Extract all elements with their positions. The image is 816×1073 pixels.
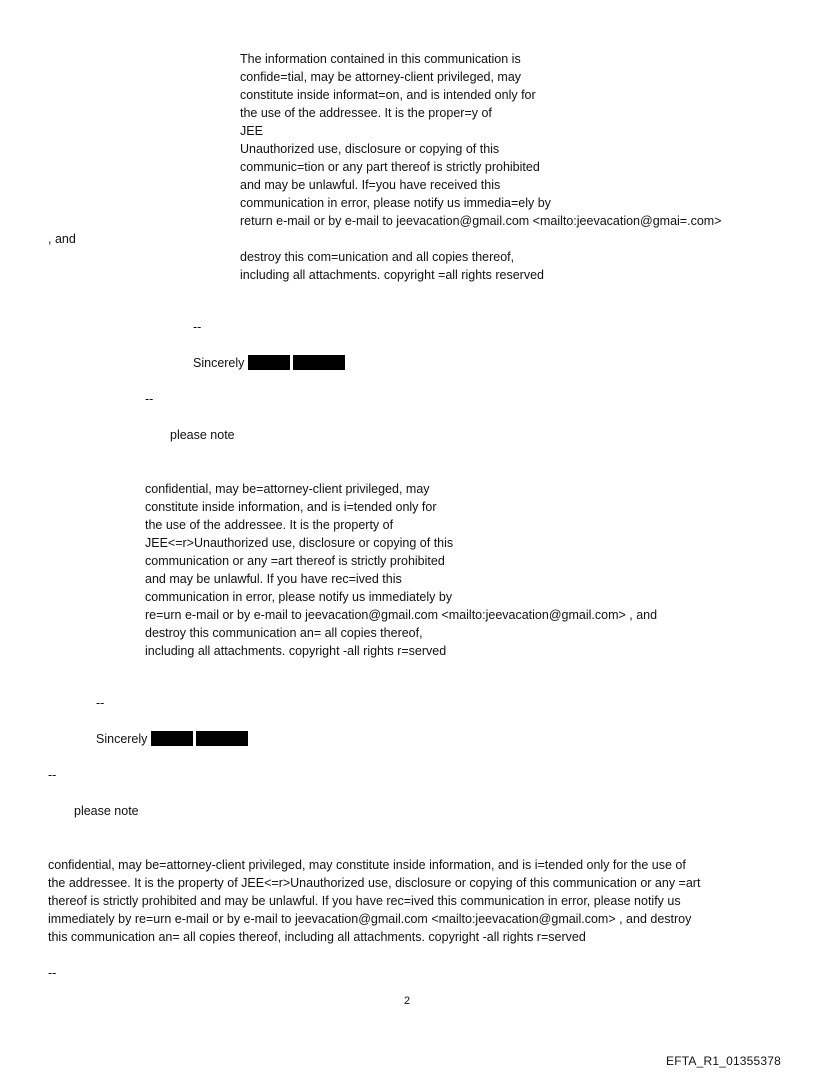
sincerely-label: Sincerely [193, 356, 245, 370]
notice-line: confidential, may be=attorney-client privileged, may [145, 482, 430, 496]
notice-line: this communication an= all copies thereof, including all attachments. copyright -all rights r=served [48, 930, 586, 944]
notice-line: confidential, may be=attorney-client privileged, may constitute inside information, and is i=tended only for the use of [48, 858, 686, 872]
notice-line: the use of the addressee. It is the property of [145, 518, 394, 532]
notice-line: return e-mail or by e-mail to jeevacation@gmail.com <mailto:jeevacation@gmai=.com> [240, 214, 722, 228]
notice-line: thereof is strictly prohibited and may be unlawful. If you have rec=ived this communication in error, please notify us [48, 894, 681, 908]
notice-line: the use of the addressee. It is the proper=y of [240, 106, 492, 120]
notice-line: JEE [240, 124, 263, 138]
notice-line: communic=tion or any part thereof is strictly prohibited [240, 160, 540, 174]
document-id: EFTA_R1_01355378 [666, 1054, 782, 1068]
notice-line: The information contained in this communication is [240, 52, 521, 66]
notice-line: constitute inside informat=on, and is intended only for [240, 88, 536, 102]
notice-line: and may be unlawful. If you have rec=ived this [145, 572, 402, 586]
notice-line: the addressee. It is the property of JEE<=r>Unauthorized use, disclosure or copying of this communication or any =art [48, 876, 701, 890]
redaction-bar [151, 731, 193, 746]
section-separator: -- [145, 392, 154, 406]
sincerely-label: Sincerely [96, 732, 148, 746]
signature-separator: -- [193, 320, 202, 334]
notice-line: immediately by re=urn e-mail or by e-mail to jeevacation@gmail.com <mailto:jeevacation@gmail.com> , and destroy [48, 912, 692, 926]
notice-line: including all attachments. copyright =all rights reserved [240, 268, 544, 282]
please-note-label: please note [170, 428, 235, 442]
notice-line: re=urn e-mail or by e-mail to jeevacation@gmail.com <mailto:jeevacation@gmail.com> , and [145, 608, 658, 622]
signature-separator: -- [96, 696, 105, 710]
notice-line: JEE<=r>Unauthorized use, disclosure or copying of this [145, 536, 454, 550]
redaction-bar [248, 355, 290, 370]
notice-line-and: , and [48, 232, 76, 246]
redaction-bar [293, 355, 345, 370]
please-note-label: please note [74, 804, 139, 818]
notice-line: communication in error, please notify us immedia=ely by [240, 196, 551, 210]
section-separator: -- [48, 966, 57, 980]
section-separator: -- [48, 768, 57, 782]
notice-line: communication in error, please notify us immediately by [145, 590, 453, 604]
notice-line: constitute inside information, and is i=tended only for [145, 500, 437, 514]
notice-line: and may be unlawful. If=you have received this [240, 178, 501, 192]
signature-line [193, 354, 345, 372]
notice-line: communication or any =art thereof is strictly prohibited [145, 554, 445, 568]
notice-line: Unauthorized use, disclosure or copying of this [240, 142, 500, 156]
notice-line: confide=tial, may be attorney-client privileged, may [240, 70, 522, 84]
signature-line [96, 730, 248, 748]
notice-line: destroy this communication an= all copies thereof, [145, 626, 423, 640]
redaction-bar [196, 731, 248, 746]
page-number: 2 [404, 995, 411, 1007]
notice-line: including all attachments. copyright -all rights r=served [145, 644, 447, 658]
notice-line: destroy this com=unication and all copies thereof, [240, 250, 515, 264]
